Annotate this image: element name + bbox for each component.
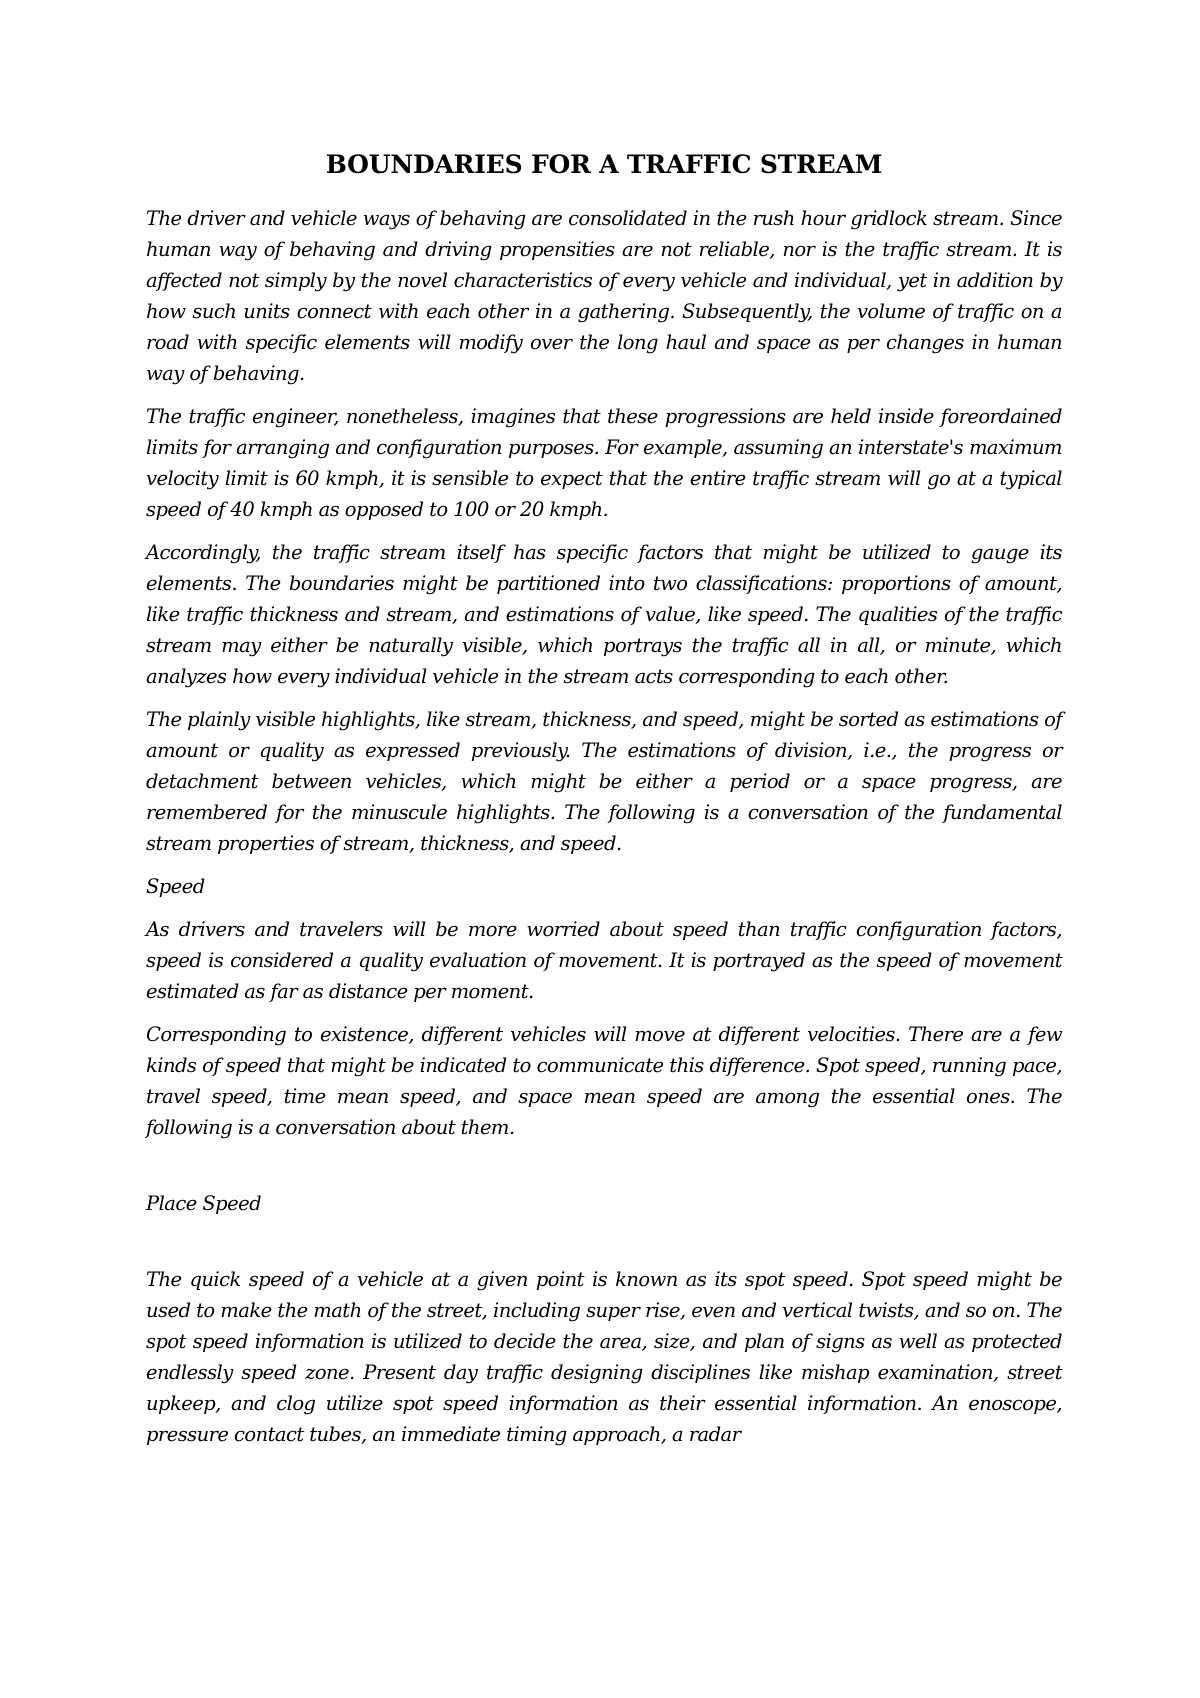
paragraph-traffic-engineer: The traffic engineer, nonetheless, imagines that these progressions are held inside foreordained limits for arranging and configuration purposes. For example, assuming an interstate's maximum velocity limit is 60 kmph, it is sensible to expect that the entire traffic stream will go at a typical speed of 40 kmph as opposed to 100 or 20 kmph. [146,405,1062,521]
paragraph-stream-factors: Accordingly, the traffic stream itself has specific factors that might be utilized to gauge its elements. The boundaries might be partitioned into two classifications: proportions of amount, like traffic thickness and stream, and estimations of value, like speed. The qualities of the traffic stream may either be naturally visible, which portrays the traffic all in all, or minute, which analyzes how every individual vehicle in the stream acts corresponding to each other. [146,541,1062,688]
document-body [146,203,1062,1462]
document-title: BOUNDARIES FOR A TRAFFIC STREAM [325,150,883,179]
heading-speed: Speed [146,875,205,898]
paragraph-speed-kinds: Corresponding to existence, different vehicles will move at different velocities. There are a few kinds of speed that might be indicated to communicate this difference. Spot speed, running pace, travel speed, time mean speed, and space mean speed are among the essential ones. The following is a conversation about them. [146,1023,1062,1139]
paragraph-intro: The driver and vehicle ways of behaving are consolidated in the rush hour gridlock stream. Since human way of behaving and driving propensities are not reliable, nor is the traffic stream. It is affected not simply by the novel characteristics of every vehicle and individual, yet in addition by how such units connect with each other in a gathering. Subsequently, the volume of traffic on a road with specific elements will modify over the long haul and space as per changes in human way of behaving. [146,207,1062,385]
heading-place-speed: Place Speed [146,1192,261,1215]
paragraph-speed-definition: As drivers and travelers will be more worried about speed than traffic configuration factors, speed is considered a quality evaluation of movement. It is portrayed as the speed of movement estimated as far as distance per moment. [146,918,1062,1003]
paragraph-visible-highlights: The plainly visible highlights, like stream, thickness, and speed, might be sorted as estimations of amount or quality as expressed previously. The estimations of division, i.e., the progress or detachment between vehicles, which might be either a period or a space progress, are remembered for the minuscule highlights. The following is a conversation of the fundamental stream properties of stream, thickness, and speed. [146,708,1062,855]
paragraph-spot-speed: The quick speed of a vehicle at a given point is known as its spot speed. Spot speed might be used to make the math of the street, including super rise, even and vertical twists, and so on. The spot speed information is utilized to decide the area, size, and plan of signs as well as protected endlessly speed zone. Present day traffic designing disciplines like mishap examination, street upkeep, and clog utilize spot speed information as their essential information. An enoscope, pressure contact tubes, an immediate timing approach, a radar [146,1268,1062,1446]
